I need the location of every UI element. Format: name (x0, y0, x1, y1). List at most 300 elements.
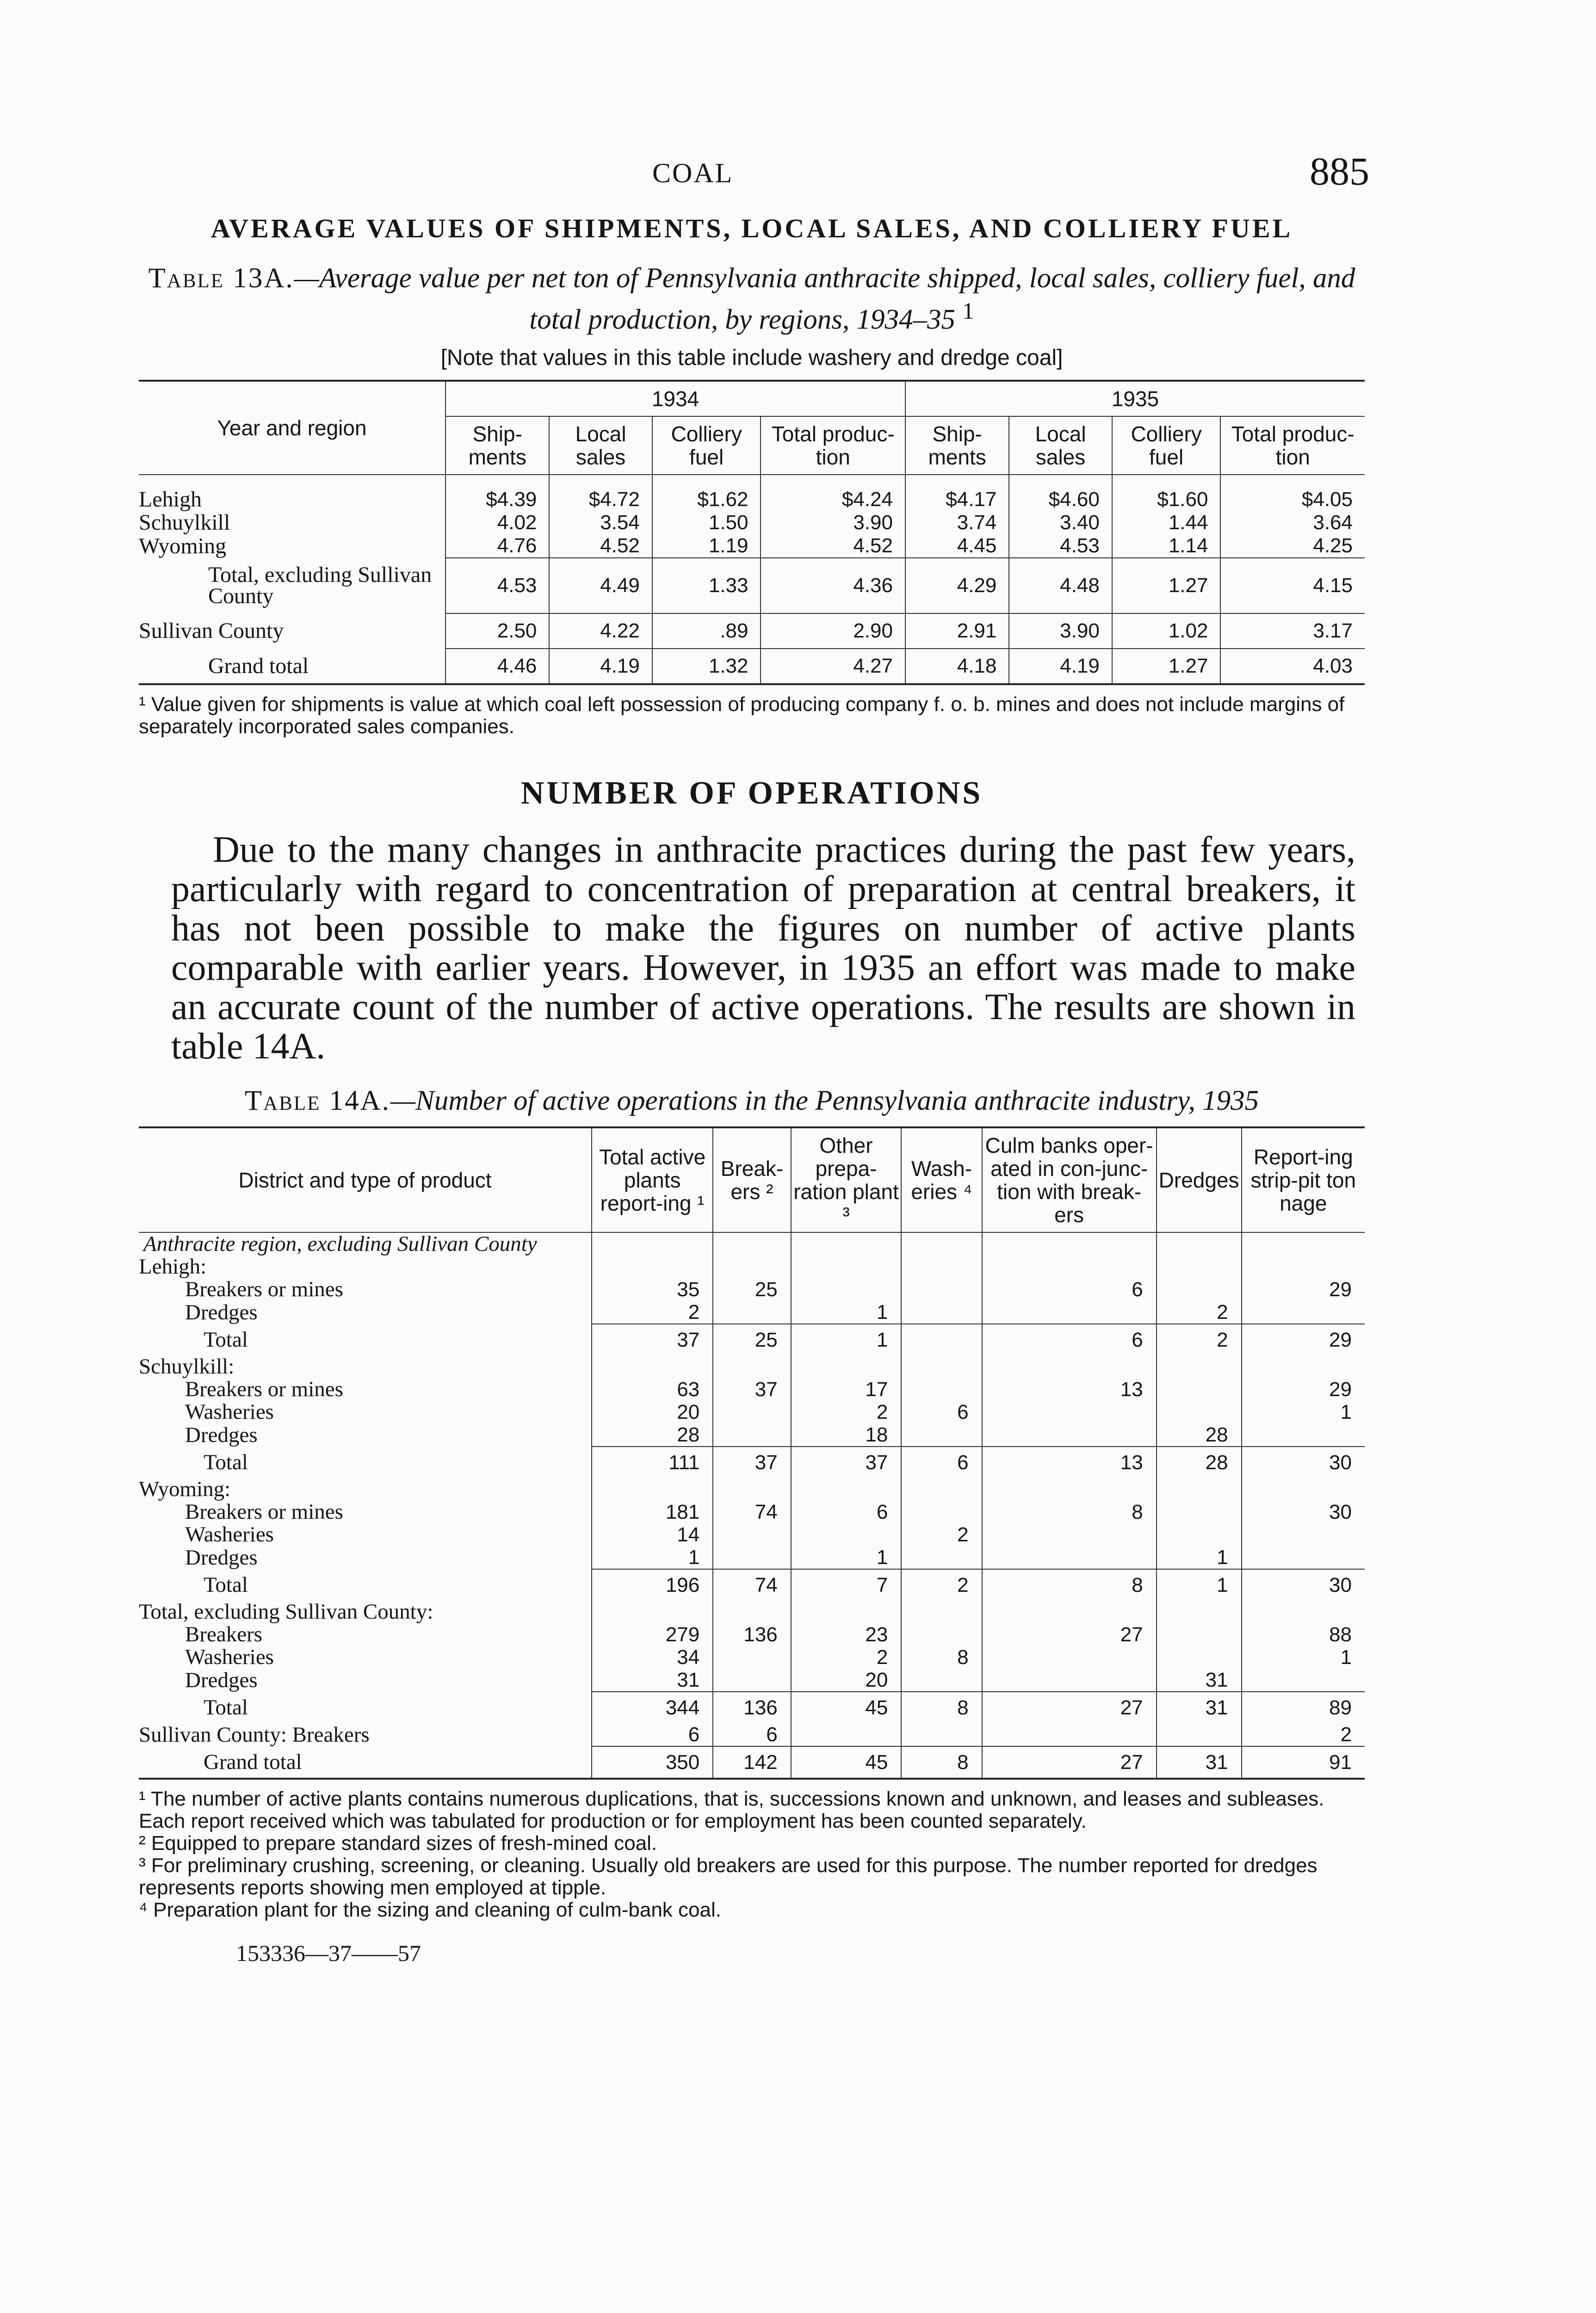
cell-value: 2 (901, 1569, 982, 1601)
cell-value (901, 1301, 982, 1324)
row-label: Schuylkill: (139, 1354, 235, 1379)
table-14a-caption-text: —Number of active operations in the Pennsylvania anthracite industry, 1935 (390, 1085, 1259, 1117)
cell-value (1157, 1601, 1242, 1623)
cell-value: 4.48 (1009, 558, 1112, 613)
cell-value: 4.53 (1009, 534, 1112, 558)
table-row (139, 475, 1365, 511)
cell-value: 4.52 (761, 534, 905, 558)
cell-value: 3.17 (1220, 613, 1365, 649)
cell-value: 2.50 (445, 613, 549, 649)
cell-value (1242, 1601, 1365, 1623)
cell-value (1242, 1301, 1365, 1324)
table-row (139, 511, 1365, 534)
cell-value (713, 1423, 791, 1447)
cell-value: 4.25 (1220, 534, 1365, 558)
cell-value (1157, 1623, 1242, 1646)
cell-value: 20 (592, 1401, 713, 1423)
table-row (139, 1447, 1365, 1478)
cell-value (713, 1601, 791, 1623)
table-row (139, 1301, 1365, 1324)
cell-value: $1.60 (1112, 475, 1221, 511)
footnote: ⁴ Preparation plant for the sizing and cleaning of culm-bank coal. (139, 1899, 721, 1922)
cell-value (713, 1523, 791, 1546)
cell-value: 30 (1242, 1447, 1365, 1478)
row-label: Breakers or mines (185, 1377, 343, 1402)
cell-value: 8 (901, 1692, 982, 1723)
cell-value: 8 (982, 1569, 1157, 1601)
cell-value: 28 (1157, 1447, 1242, 1478)
cell-value: 1.14 (1112, 534, 1221, 558)
cell-value: 4.49 (549, 558, 652, 613)
table-14a-caption (139, 1085, 1365, 1117)
cell-value (982, 1669, 1157, 1692)
cell-value: 6 (592, 1723, 713, 1746)
cell-value: 1 (1242, 1401, 1365, 1423)
footnote: ² Equipped to prepare standard sizes of fresh-mined coal. (139, 1832, 657, 1855)
cell-value: 8 (901, 1746, 982, 1779)
cell-value: 2 (1242, 1723, 1365, 1746)
cell-value (713, 1301, 791, 1324)
section-heading-number-of-operations: NUMBER OF OPERATIONS (520, 775, 983, 811)
cell-value (1157, 1232, 1242, 1255)
cell-value: 136 (713, 1623, 791, 1646)
footnote: ¹ The number of active plants contains numerous duplications, that is, successions known and unknown, and leases and subleases. Each report received which was tabulated for production or for employment has been counted separately. (139, 1787, 1324, 1833)
cell-value: 89 (1242, 1692, 1365, 1723)
cell-value: 4.15 (1220, 558, 1365, 613)
table-row (139, 613, 1365, 649)
row-label: Breakers or mines (185, 1500, 343, 1524)
col-header: Total active plants report-ing ¹ (592, 1127, 713, 1232)
cell-value: 1 (791, 1301, 902, 1324)
cell-value: 4.02 (445, 511, 549, 534)
row-label: Dredges (185, 1300, 258, 1324)
table-row (139, 649, 1365, 684)
col-header: Culm banks oper-ated in con-junc-tion with break-ers (982, 1127, 1157, 1232)
cell-value: 30 (1242, 1501, 1365, 1523)
col-header: Local sales (549, 416, 652, 475)
cell-value: 45 (791, 1746, 902, 1779)
row-label: Total (204, 1695, 248, 1719)
cell-value (982, 1423, 1157, 1447)
cell-value: 1.33 (652, 558, 761, 613)
cell-value: 88 (1242, 1623, 1365, 1646)
col-header: Ship-ments (445, 416, 549, 475)
cell-value: 4.19 (549, 649, 652, 684)
cell-value (1242, 1478, 1365, 1501)
cell-value (901, 1546, 982, 1569)
row-label: Total, excluding Sullivan County: (139, 1600, 433, 1624)
cell-value (592, 1355, 713, 1378)
cell-value: 1 (791, 1546, 902, 1569)
cell-value: 1.02 (1112, 613, 1221, 649)
cell-value: 29 (1242, 1324, 1365, 1355)
cell-value (1242, 1523, 1365, 1546)
cell-value: 13 (982, 1378, 1157, 1401)
cell-value: 142 (713, 1746, 791, 1779)
table-14a-label: Table 14A. (244, 1085, 390, 1117)
cell-value (592, 1601, 713, 1623)
table-14a-body (139, 1232, 1365, 1779)
table-13a-footnote (139, 693, 1365, 738)
cell-value (1242, 1669, 1365, 1692)
cell-value: 6 (901, 1447, 982, 1478)
row-label: Wyoming (139, 533, 227, 558)
cell-value: 25 (713, 1324, 791, 1355)
cell-value (901, 1355, 982, 1378)
region-label: Anthracite region, excluding Sullivan County (143, 1232, 537, 1256)
cell-value: 3.64 (1220, 511, 1365, 534)
cell-value: 29 (1242, 1278, 1365, 1301)
cell-value: 91 (1242, 1746, 1365, 1779)
row-label: Grand total (208, 653, 309, 678)
cell-value: 14 (592, 1523, 713, 1546)
cell-value (1157, 1255, 1242, 1278)
row-label: Washeries (185, 1522, 274, 1547)
cell-value: 1.27 (1112, 649, 1221, 684)
table-row (139, 1423, 1365, 1447)
cell-value: 2.90 (761, 613, 905, 649)
cell-value: 1.19 (652, 534, 761, 558)
footnote: ¹ Value given for shipments is value at which coal left possession of producing company f. o. b. mines and does not include margins of separately incorporated sales companies. (139, 693, 1345, 738)
cell-value: 31 (1157, 1669, 1242, 1692)
cell-value (713, 1646, 791, 1669)
cell-value (1157, 1401, 1242, 1423)
cell-value: 34 (592, 1646, 713, 1669)
col-header: Total produc-tion (1220, 416, 1365, 475)
cell-value: 37 (791, 1447, 902, 1478)
cell-value: 350 (592, 1746, 713, 1779)
cell-value: 31 (1157, 1692, 1242, 1723)
table-row (139, 1623, 1365, 1646)
cell-value (901, 1669, 982, 1692)
table-row (139, 534, 1365, 558)
cell-value: 3.74 (905, 511, 1009, 534)
table-13a (139, 380, 1365, 685)
cell-value (901, 1232, 982, 1255)
cell-value (982, 1232, 1157, 1255)
cell-value: 4.45 (905, 534, 1009, 558)
cell-value: 1 (592, 1546, 713, 1569)
row-label: Breakers or mines (185, 1277, 343, 1302)
cell-value (982, 1401, 1157, 1423)
row-label: Wyoming: (139, 1477, 231, 1502)
cell-value (1157, 1278, 1242, 1301)
cell-value (901, 1478, 982, 1501)
cell-value: 1 (1242, 1646, 1365, 1669)
cell-value: 3.54 (549, 511, 652, 534)
cell-value: 27 (982, 1623, 1157, 1646)
cell-value: 2 (791, 1401, 902, 1423)
table-row (139, 1546, 1365, 1569)
cell-value (1157, 1723, 1242, 1746)
cell-value: 17 (791, 1378, 902, 1401)
cell-value: 6 (982, 1278, 1157, 1301)
col-header: Dredges (1157, 1127, 1242, 1232)
cell-value (982, 1523, 1157, 1546)
table-13a-caption (139, 262, 1365, 336)
row-label: Sullivan County (139, 618, 284, 643)
cell-value (982, 1478, 1157, 1501)
cell-value (982, 1723, 1157, 1746)
cell-value: 1 (1157, 1546, 1242, 1569)
cell-value: $4.72 (549, 475, 652, 511)
row-label: Dredges (185, 1422, 258, 1447)
cell-value: 1 (1157, 1569, 1242, 1601)
table-13a-label: Table 13A. (148, 263, 294, 294)
table-row (139, 1278, 1365, 1301)
table-13a-body (139, 475, 1365, 684)
cell-value: 18 (791, 1423, 902, 1447)
cell-value: .89 (652, 613, 761, 649)
cell-value: 4.52 (549, 534, 652, 558)
cell-value (791, 1278, 902, 1301)
table-row (139, 1569, 1365, 1601)
cell-value (791, 1355, 902, 1378)
cell-value: 136 (713, 1692, 791, 1723)
col-header: Wash-eries ⁴ (901, 1127, 982, 1232)
cell-value (901, 1423, 982, 1447)
row-label: Schuylkill (139, 510, 230, 535)
col-header: Ship-ments (905, 416, 1009, 475)
cell-value: 279 (592, 1623, 713, 1646)
cell-value: 27 (982, 1746, 1157, 1779)
cell-value: 2.91 (905, 613, 1009, 649)
cell-value (1157, 1523, 1242, 1546)
cell-value: 196 (592, 1569, 713, 1601)
year-header-1935: 1935 (905, 381, 1365, 416)
cell-value: 23 (791, 1623, 902, 1646)
table-row (139, 1378, 1365, 1401)
cell-value: 2 (901, 1523, 982, 1546)
cell-value (901, 1255, 982, 1278)
cell-value: 8 (901, 1646, 982, 1669)
cell-value: 25 (713, 1278, 791, 1301)
cell-value (713, 1546, 791, 1569)
cell-value (901, 1378, 982, 1401)
col-header: Total produc-tion (761, 416, 905, 475)
cell-value: 30 (1242, 1569, 1365, 1601)
cell-value: 37 (713, 1378, 791, 1401)
cell-value (713, 1355, 791, 1378)
cell-value: 4.29 (905, 558, 1009, 613)
table-row (139, 1523, 1365, 1546)
table-row (139, 1478, 1365, 1501)
cell-value: 3.40 (1009, 511, 1112, 534)
cell-value: 6 (791, 1501, 902, 1523)
row-label: Breakers (185, 1622, 263, 1647)
cell-value: 35 (592, 1278, 713, 1301)
cell-value: 181 (592, 1501, 713, 1523)
cell-value (982, 1546, 1157, 1569)
cell-value: 4.22 (549, 613, 652, 649)
cell-value (713, 1669, 791, 1692)
cell-value (592, 1478, 713, 1501)
cell-value (791, 1232, 902, 1255)
table-row (139, 1646, 1365, 1669)
cell-value: 7 (791, 1569, 902, 1601)
cell-value (592, 1255, 713, 1278)
cell-value: $4.05 (1220, 475, 1365, 511)
stub-header: Year and region (139, 381, 445, 475)
row-label: Total, excluding Sullivan County (208, 563, 432, 609)
cell-value (901, 1723, 982, 1746)
year-header-1934: 1934 (445, 381, 905, 416)
cell-value (901, 1501, 982, 1523)
cell-value: 4.46 (445, 649, 549, 684)
cell-value: 74 (713, 1569, 791, 1601)
cell-value: 6 (901, 1401, 982, 1423)
row-label: Dredges (185, 1668, 258, 1692)
col-header: Local sales (1009, 416, 1112, 475)
col-header: Colliery fuel (1112, 416, 1221, 475)
table-row (139, 1692, 1365, 1723)
cell-value: 4.53 (445, 558, 549, 613)
cell-value (713, 1401, 791, 1423)
cell-value (1157, 1501, 1242, 1523)
cell-value (1157, 1646, 1242, 1669)
cell-value: $1.62 (652, 475, 761, 511)
cell-value: 2 (592, 1301, 713, 1324)
cell-value: 1.50 (652, 511, 761, 534)
table-row (139, 1746, 1365, 1779)
table-row (139, 1669, 1365, 1692)
cell-value: 13 (982, 1447, 1157, 1478)
cell-value (901, 1601, 982, 1623)
running-title: COAL (652, 158, 734, 188)
cell-value: 4.27 (761, 649, 905, 684)
row-label: Washeries (185, 1645, 274, 1670)
cell-value (791, 1723, 902, 1746)
cell-value (592, 1232, 713, 1255)
cell-value (982, 1646, 1157, 1669)
table-row (139, 1723, 1365, 1746)
table-row (139, 558, 1365, 613)
cell-value: 2 (1157, 1301, 1242, 1324)
row-label: Dredges (185, 1545, 258, 1570)
cell-value: 37 (592, 1324, 713, 1355)
cell-value: 111 (592, 1447, 713, 1478)
page-number: 885 (1310, 149, 1369, 193)
cell-value (901, 1623, 982, 1646)
cell-value: 74 (713, 1501, 791, 1523)
table-row (139, 1501, 1365, 1523)
cell-value (1242, 1423, 1365, 1447)
row-label: Grand total (204, 1750, 302, 1774)
table-row (139, 1324, 1365, 1355)
col-header: Report-ing strip-pit ton nage (1242, 1127, 1365, 1232)
cell-value: 37 (713, 1447, 791, 1478)
cell-value: 3.90 (1009, 613, 1112, 649)
cell-value: 20 (791, 1669, 902, 1692)
table-13a-caption-ref: 1 (962, 298, 974, 324)
table-14a (139, 1126, 1365, 1780)
table-row (139, 1601, 1365, 1623)
cell-value (982, 1355, 1157, 1378)
cell-value: 8 (982, 1501, 1157, 1523)
cell-value (982, 1601, 1157, 1623)
cell-value: 29 (1242, 1378, 1365, 1401)
cell-value: 63 (592, 1378, 713, 1401)
cell-value: 344 (592, 1692, 713, 1723)
table-14a-header-row (139, 1127, 1365, 1232)
table-row (139, 1255, 1365, 1278)
cell-value: 4.36 (761, 558, 905, 613)
cell-value: $4.24 (761, 475, 905, 511)
row-label: Total (204, 1450, 248, 1474)
cell-value (901, 1324, 982, 1355)
cell-value (791, 1601, 902, 1623)
cell-value: 31 (592, 1669, 713, 1692)
region-row (139, 1232, 1365, 1255)
row-label: Lehigh (139, 487, 202, 512)
cell-value: 27 (982, 1692, 1157, 1723)
cell-value: $4.60 (1009, 475, 1112, 511)
row-label: Lehigh: (139, 1255, 207, 1279)
cell-value (1242, 1255, 1365, 1278)
cell-value (791, 1255, 902, 1278)
page (139, 139, 1369, 1967)
row-label: Total (204, 1572, 248, 1597)
cell-value: 6 (982, 1324, 1157, 1355)
cell-value: 4.19 (1009, 649, 1112, 684)
cell-value (791, 1523, 902, 1546)
cell-value (1242, 1546, 1365, 1569)
cell-value: 4.03 (1220, 649, 1365, 684)
print-code: 153336—37——57 (236, 1940, 421, 1967)
table-13a-note: [Note that values in this table include washery and dredge coal] (440, 346, 1063, 371)
cell-value: 3.90 (761, 511, 905, 534)
cell-value (1157, 1355, 1242, 1378)
cell-value: 31 (1157, 1746, 1242, 1779)
cell-value: 28 (1157, 1423, 1242, 1447)
table-13a-caption-text: —Average value per net ton of Pennsylvania anthracite shipped, local sales, colliery fuel, and total production, by regions, 1934–35 (294, 263, 1355, 335)
table-14a-footnotes (139, 1788, 1365, 1921)
cell-value: 6 (713, 1723, 791, 1746)
cell-value (982, 1301, 1157, 1324)
cell-value (1157, 1478, 1242, 1501)
cell-value: 1.44 (1112, 511, 1221, 534)
cell-value: 45 (791, 1692, 902, 1723)
row-label: Sullivan County: Breakers (139, 1722, 370, 1747)
table-row (139, 1401, 1365, 1423)
row-label: Washeries (185, 1400, 274, 1424)
col-header: Colliery fuel (652, 416, 761, 475)
cell-value: 1 (791, 1324, 902, 1355)
cell-value (713, 1478, 791, 1501)
cell-value (791, 1478, 902, 1501)
table-row (139, 1355, 1365, 1378)
cell-value: 1.32 (652, 649, 761, 684)
cell-value (1242, 1232, 1365, 1255)
cell-value: 1.27 (1112, 558, 1221, 613)
body-paragraph: Due to the many changes in anthracite practices during the past few years, particularly with regard to concentration of preparation at central breakers, it has not been possible to make the figures on number of active plants comparable with earlier years. However, in 1935 an effort was made to make an accurate count of the number of active operations. The results are shown in table 14A. (171, 829, 1355, 1067)
cell-value (1242, 1355, 1365, 1378)
cell-value (713, 1232, 791, 1255)
cell-value (1157, 1378, 1242, 1401)
cell-value: 2 (1157, 1324, 1242, 1355)
cell-value (901, 1278, 982, 1301)
cell-value (982, 1255, 1157, 1278)
cell-value: 4.18 (905, 649, 1009, 684)
row-label: Total (204, 1327, 248, 1352)
cell-value: $4.17 (905, 475, 1009, 511)
cell-value (713, 1255, 791, 1278)
cell-value: $4.39 (445, 475, 549, 511)
cell-value: 4.76 (445, 534, 549, 558)
cell-value: 28 (592, 1423, 713, 1447)
section-heading-average-values: AVERAGE VALUES OF SHIPMENTS, LOCAL SALES, AND COLLIERY FUEL (210, 213, 1293, 243)
col-header: District and type of product (139, 1127, 592, 1232)
